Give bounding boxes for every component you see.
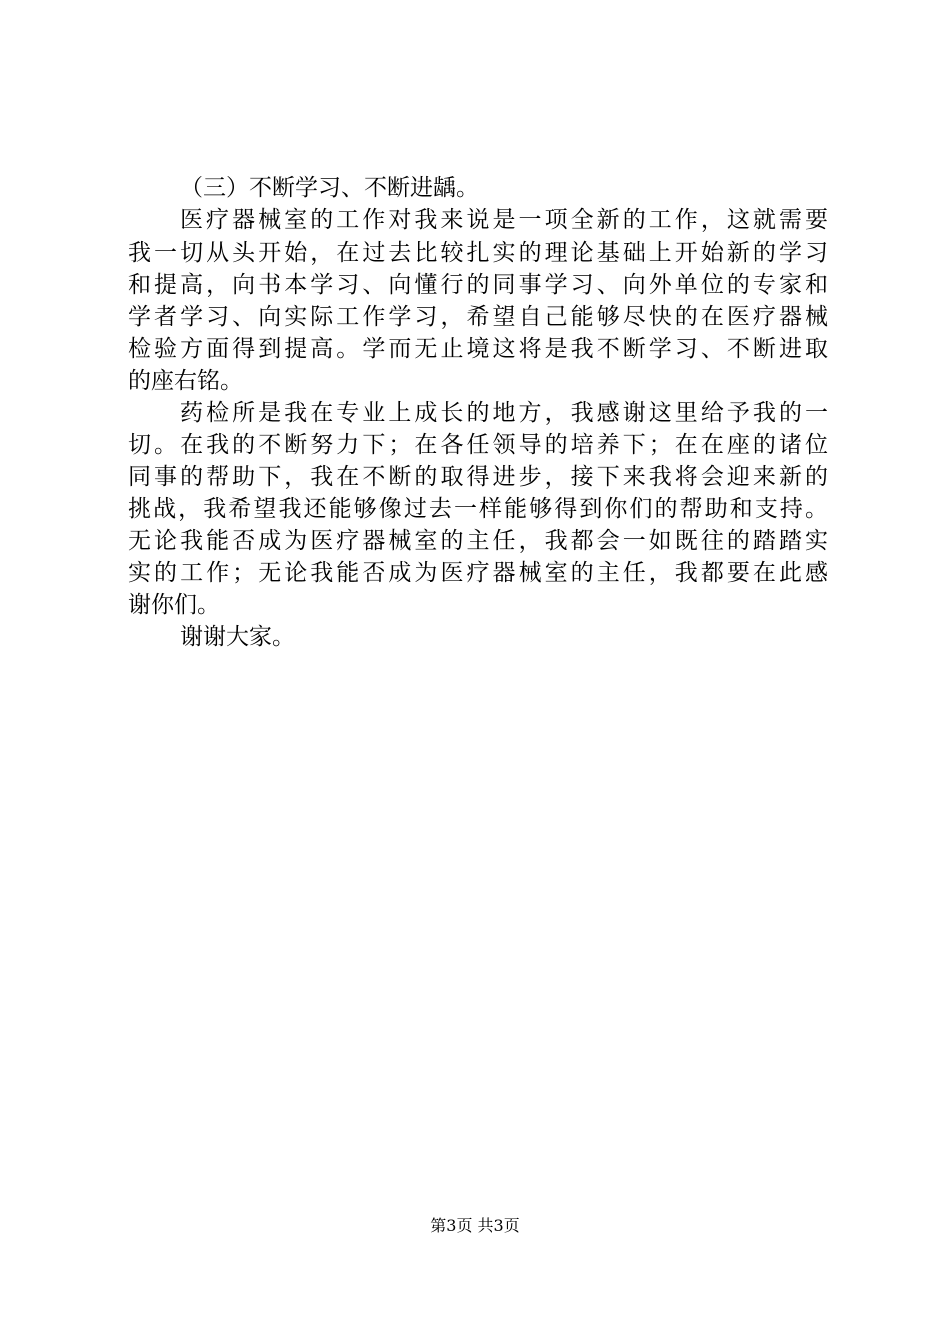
paragraph-line: 同事的帮助下，我在不断的取得进步，接下来我将会迎来新的 — [128, 464, 828, 490]
paragraph-line: 医疗器械室的工作对我来说是一项全新的工作，这就需要 — [180, 207, 828, 233]
paragraph-line: 和提高，向书本学习、向懂行的同事学习、向外单位的专家和 — [128, 272, 828, 298]
paragraph-line: 检验方面得到提高。学而无止境这将是我不断学习、不断进取 — [128, 336, 828, 362]
paragraph-line: 药检所是我在专业上成长的地方，我感谢这里给予我的一 — [180, 400, 828, 426]
paragraph-line: 无论我能否成为医疗器械室的主任，我都会一如既往的踏踏实 — [128, 528, 828, 554]
section-heading: （三）不断学习、不断进龋。 — [180, 175, 479, 201]
paragraph-line: 我一切从头开始，在过去比较扎实的理论基础上开始新的学习 — [128, 240, 828, 266]
paragraph-line: 学者学习、向实际工作学习，希望自己能够尽快的在医疗器械 — [128, 304, 828, 330]
paragraph-line: 谢你们。 — [128, 592, 220, 618]
page-footer: 第3页 共3页 — [430, 1216, 520, 1235]
paragraph-line: 切。在我的不断努力下；在各任领导的培养下；在在座的诸位 — [128, 432, 828, 458]
paragraph-line: 实的工作；无论我能否成为医疗器械室的主任，我都要在此感 — [128, 560, 828, 586]
closing-line: 谢谢大家。 — [180, 624, 295, 650]
paragraph-line: 的座右铭。 — [128, 368, 243, 394]
paragraph-line: 挑战，我希望我还能够像过去一样能够得到你们的帮助和支持。 — [128, 496, 828, 522]
